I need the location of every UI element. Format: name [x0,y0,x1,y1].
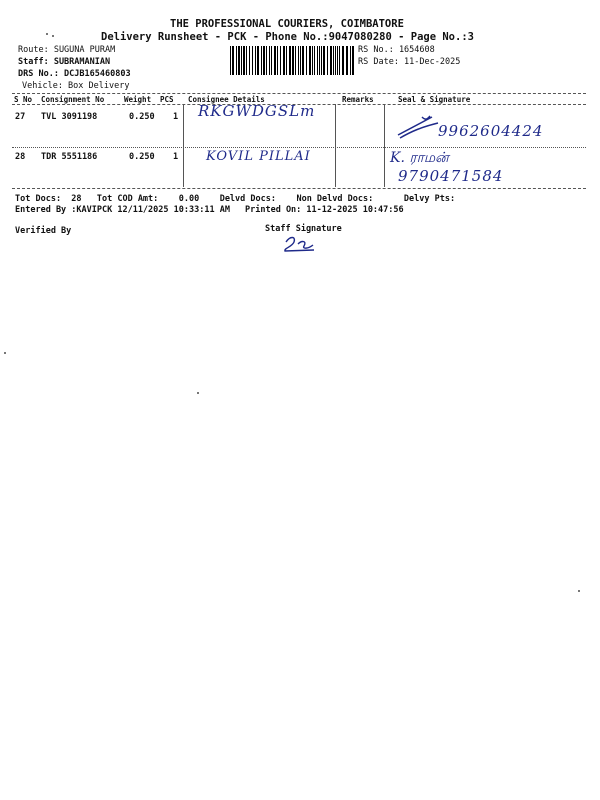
row-consignment-no: TDR 5551186 [41,152,98,162]
barcode-bar [252,46,253,75]
barcode-bar [295,46,296,75]
consignee-handwriting: KOVIL PILLAI [206,149,311,164]
runsheet-title: Delivery Runsheet - PCK - Phone No.:9047080280 - Page No.:3 [101,31,474,43]
col-header-pcs: PCS [160,95,174,104]
barcode-bar [238,46,240,75]
drs-number: DRS No.: DCJB165460803 [18,69,131,79]
barcode-bar [330,46,332,75]
table-header-top-rule [12,93,586,94]
row-pcs: 1 [173,112,179,122]
barcode-bar [249,46,250,75]
barcode-bar [337,46,338,75]
barcode-bar [236,46,237,75]
barcode-bar [323,46,325,75]
col-header-consignee: Consignee Details [188,95,265,104]
barcode-image [230,46,355,75]
barcode-bar [286,46,287,75]
col-header-weight: Weight [124,95,152,104]
barcode-bar [346,46,348,75]
signature-scribble [392,111,442,141]
barcode-bar [274,46,276,75]
row-sno: 28 [15,152,26,162]
barcode-bar [302,46,304,75]
barcode-bar [277,46,278,75]
totals-summary: Tot Docs: 28 Tot COD Amt: 0.00 Delvd Docs: Non Delvd Docs: Delvy Pts: [15,194,456,204]
signature-name-handwriting: K. ராமன் [390,150,449,166]
barcode-bar [319,46,320,75]
company-title: THE PROFESSIONAL COURIERS, COIMBATORE [170,18,404,30]
barcode-bar [317,46,318,75]
barcode-bar [246,46,247,75]
barcode-bar [312,46,313,75]
barcode-bar [292,46,294,75]
column-separator [335,104,336,187]
col-header-consignment: Consignment No [41,95,105,104]
staff-signature-scribble [280,234,320,254]
scan-mark [578,590,580,592]
scan-mark [4,352,6,354]
barcode-bar [243,46,245,75]
verified-by-label: Verified By [15,226,72,236]
row-weight: 0.250 [129,112,155,122]
route-label: Route: SUGUNA PURAM [18,45,116,55]
scan-mark [46,33,48,35]
col-header-remarks: Remarks [342,95,374,104]
barcode-bar [257,46,259,75]
col-header-sno: S No [14,95,33,104]
rs-date: RS Date: 11-Dec-2025 [358,57,461,67]
entered-by: Entered By :KAVIPCK 12/11/2025 10:33:11 AM [15,205,230,215]
staff-signature-label: Staff Signature [265,224,342,234]
barcode-bar [321,46,322,75]
barcode-bar [283,46,285,75]
scan-mark [197,392,199,394]
barcode-bar [261,46,262,75]
row-pcs: 1 [173,152,179,162]
row-weight: 0.250 [129,152,155,162]
barcode-bar [269,46,270,75]
table-bottom-rule [12,188,586,189]
barcode-bar [352,46,354,75]
vehicle-label: Vehicle: Box Delivery [22,81,130,91]
barcode-bar [266,46,267,75]
staff-label: Staff: SUBRAMANIAN [18,57,111,67]
column-separator [384,104,385,187]
signature-phone-handwriting: 9790471584 [398,167,504,185]
signature-phone-handwriting: 9962604424 [438,122,544,140]
barcode-bar [342,46,344,75]
rs-number: RS No.: 1654608 [358,45,435,55]
barcode-bar [335,46,336,75]
barcode-bar [309,46,311,75]
barcode-bar [232,46,234,75]
scan-mark [52,35,54,37]
barcode-bar [271,46,272,75]
barcode-bar [298,46,299,75]
printed-on: Printed On: 11-12-2025 10:47:56 [245,205,404,215]
barcode-bar [300,46,301,75]
barcode-bar [350,46,351,75]
barcode-bar [241,46,242,75]
barcode-bar [255,46,256,75]
row-sno: 27 [15,112,26,122]
barcode-bar [280,46,281,75]
barcode-bar [314,46,315,75]
row-rule [12,147,586,148]
barcode-bar [263,46,265,75]
barcode-bar [333,46,334,75]
row-consignment-no: TVL 3091198 [41,112,98,122]
barcode-bar [339,46,340,75]
barcode-bar [306,46,307,75]
barcode-bar [230,46,231,75]
barcode-bar [327,46,328,75]
col-header-seal-signature: Seal & Signature [398,95,471,104]
consignee-handwriting: RKGWDGSLm [198,102,316,120]
barcode-bar [289,46,291,75]
column-separator [183,104,184,187]
